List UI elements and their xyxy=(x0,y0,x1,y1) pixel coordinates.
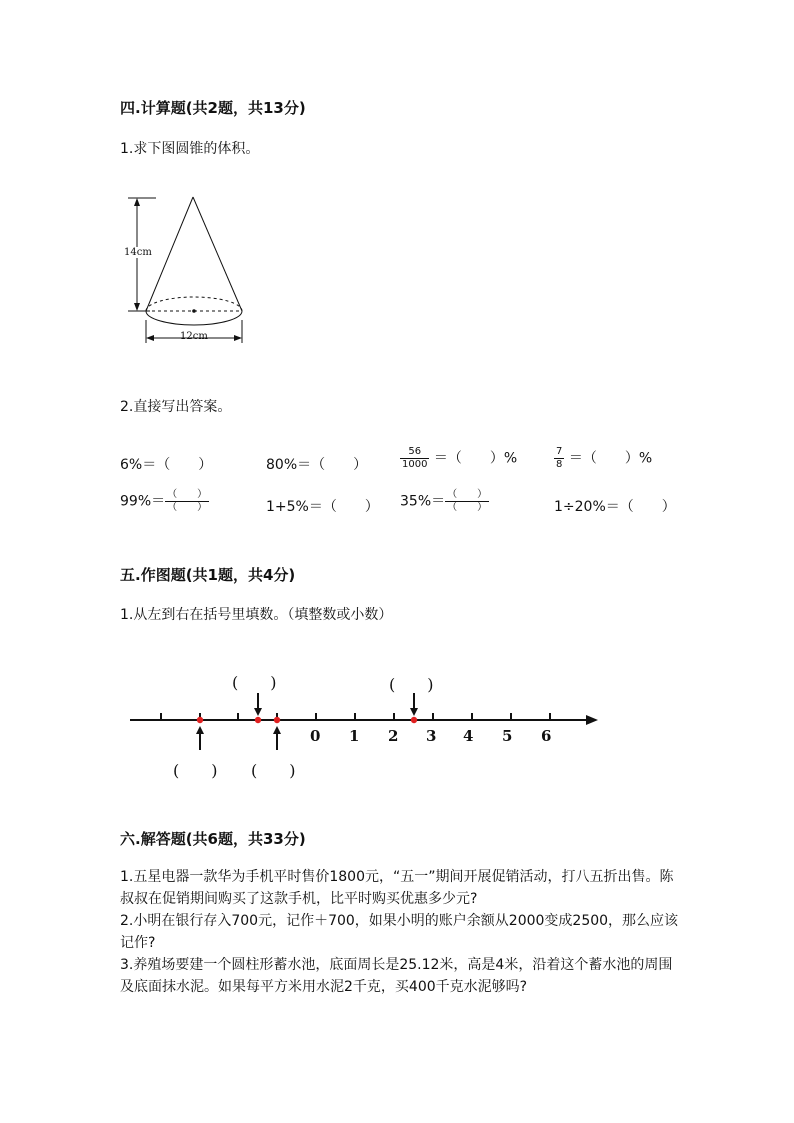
point-b xyxy=(255,717,261,723)
point-a xyxy=(197,717,203,723)
cone-base-label: 12cm xyxy=(180,331,208,342)
calc-80-percent: 80%＝（ ） xyxy=(266,457,368,473)
calc-lead: 35%＝ xyxy=(400,493,446,510)
section-6-title: 六.解答题(共6题，共33分) xyxy=(120,830,306,848)
section-5-title: 五.作图题(共1题，共4分) xyxy=(120,566,296,584)
cone-base-front xyxy=(146,311,242,325)
number-line-ticks xyxy=(161,713,550,720)
blank-below-c: ( ) xyxy=(251,761,296,780)
cone-height-label: 14cm xyxy=(124,247,152,258)
calc-7-over-8 xyxy=(554,446,652,471)
arrow-down-d-head xyxy=(410,708,418,716)
point-d xyxy=(411,717,417,723)
calc-35-percent xyxy=(400,489,489,514)
fraction-numerator: （ ） xyxy=(167,489,208,500)
question-6-1: 1.五星电器一款华为手机平时售价1800元，“五一”期间开展促销活动，打八五折出售。陈叔叔在促销期间购买了这款手机，比平时购买优惠多少元? xyxy=(120,869,674,907)
nl-label-1: 1 xyxy=(349,727,360,745)
question-6-3: 3.养殖场要建一个圆柱形蓄水池，底面周长是25.12米，高是4米，沿着这个蓄水池的周围及底面抹水泥。如果每平方米用水泥2千克，买400千克水泥够吗? xyxy=(120,957,673,995)
arrow-up-a-head xyxy=(196,726,204,734)
height-arrow-up xyxy=(134,198,140,206)
cone-right-side xyxy=(193,197,242,311)
nl-label-5: 5 xyxy=(502,727,513,745)
nl-label-2: 2 xyxy=(388,727,399,745)
height-arrow-down xyxy=(134,303,140,311)
fraction-numerator: （ ） xyxy=(447,489,488,500)
arrow-down-b-head xyxy=(254,708,262,716)
cone-figure xyxy=(120,188,260,353)
fraction-numerator: 56 xyxy=(400,446,429,459)
calc-56-over-1000 xyxy=(400,446,517,471)
fraction-denominator: （ ） xyxy=(447,502,488,513)
fraction-denominator: （ ） xyxy=(167,502,208,513)
calc-99-percent xyxy=(120,489,209,514)
question-5-1: 1.从左到右在括号里填数。（填整数或小数） xyxy=(120,607,393,623)
question-4-2: 2.直接写出答案。 xyxy=(120,399,232,415)
point-c xyxy=(274,717,280,723)
fraction-numerator: 7 xyxy=(556,446,563,457)
base-arrow-left xyxy=(146,335,154,341)
question-6-2: 2.小明在银行存入700元，记作＋700，如果小明的账户余额从2000变成2500，那么应该记作? xyxy=(120,913,679,951)
question-4-1: 1.求下图圆锥的体积。 xyxy=(120,141,260,157)
fraction-denominator: 1000 xyxy=(402,459,428,470)
calc-rest: ＝（ ）% xyxy=(568,450,653,467)
blank-above-b: ( ) xyxy=(232,673,277,692)
cone-center-point xyxy=(192,309,196,313)
calc-1-plus-5-percent: 1+5%＝（ ） xyxy=(266,499,379,515)
calc-lead: 99%＝ xyxy=(120,493,166,510)
fraction-denominator: 8 xyxy=(556,459,563,470)
nl-label-4: 4 xyxy=(463,727,474,745)
blank-below-a: ( ) xyxy=(173,761,218,780)
nl-label-0: 0 xyxy=(310,727,321,745)
nl-label-3: 3 xyxy=(426,727,437,745)
cone-base-back xyxy=(146,297,242,311)
calc-rest: ＝（ ）% xyxy=(433,450,518,467)
number-line-arrow xyxy=(586,715,598,725)
arrow-up-c-head xyxy=(273,726,281,734)
calc-6-percent: 6%＝（ ） xyxy=(120,457,213,473)
cone-left-side xyxy=(146,197,193,311)
section-4-title: 四.计算题(共2题，共13分) xyxy=(120,99,306,117)
calc-1-div-20-percent: 1÷20%＝（ ） xyxy=(554,499,676,515)
section-6-questions xyxy=(120,866,680,998)
base-arrow-right xyxy=(234,335,242,341)
nl-label-6: 6 xyxy=(541,727,552,745)
blank-above-d: ( ) xyxy=(389,675,434,694)
